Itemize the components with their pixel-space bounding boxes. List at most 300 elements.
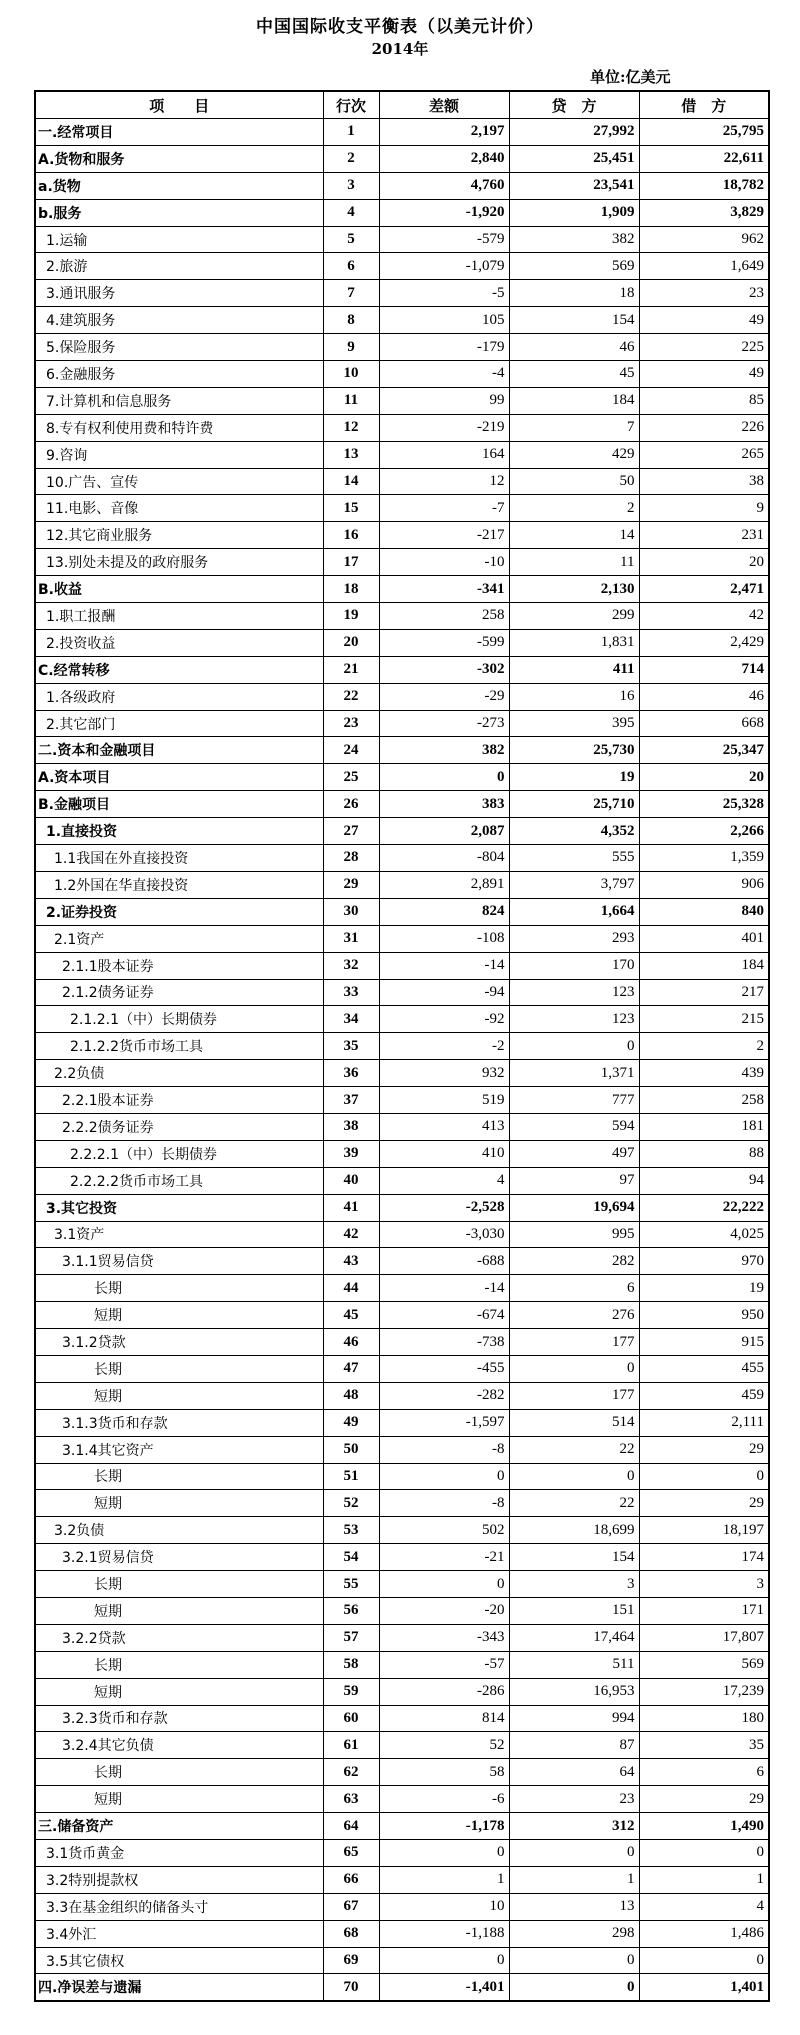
row-item-label: 长期: [35, 1651, 323, 1678]
row-item-label: 3.1.1贸易信贷: [35, 1248, 323, 1275]
row-item-label: 2.1.2.1（中）长期债券: [35, 1006, 323, 1033]
row-item-label: 9.咨询: [35, 441, 323, 468]
row-item-label: b.服务: [35, 199, 323, 226]
header-credit: 贷 方: [509, 91, 639, 119]
row-debit-value: 915: [639, 1329, 769, 1356]
row-line-number: 1: [323, 119, 379, 146]
row-credit-value: 2,130: [509, 576, 639, 603]
row-credit-value: 23,541: [509, 172, 639, 199]
row-debit-value: 19: [639, 1275, 769, 1302]
row-credit-value: 0: [509, 1947, 639, 1974]
row-item-label: 2.1.1股本证券: [35, 952, 323, 979]
row-debit-value: 25,328: [639, 791, 769, 818]
table-row: [35, 1732, 769, 1759]
row-debit-value: 215: [639, 1006, 769, 1033]
row-debit-value: 950: [639, 1302, 769, 1329]
row-item-label: 短期: [35, 1382, 323, 1409]
row-line-number: 25: [323, 764, 379, 791]
row-debit-value: 1,359: [639, 845, 769, 872]
row-item-label: A.资本项目: [35, 764, 323, 791]
row-balance-value: -6: [379, 1786, 509, 1813]
row-debit-value: 42: [639, 603, 769, 630]
row-debit-value: 714: [639, 656, 769, 683]
row-debit-value: 2: [639, 1033, 769, 1060]
row-line-number: 2: [323, 145, 379, 172]
row-credit-value: 514: [509, 1409, 639, 1436]
row-line-number: 32: [323, 952, 379, 979]
row-item-label: 2.其它部门: [35, 710, 323, 737]
table-row: [35, 925, 769, 952]
row-credit-value: 1,909: [509, 199, 639, 226]
table-row: [35, 468, 769, 495]
row-item-label: a.货物: [35, 172, 323, 199]
row-line-number: 27: [323, 818, 379, 845]
row-item-label: 4.建筑服务: [35, 307, 323, 334]
row-balance-value: 0: [379, 1947, 509, 1974]
table-row: [35, 898, 769, 925]
row-balance-value: 4,760: [379, 172, 509, 199]
row-item-label: 3.其它投资: [35, 1194, 323, 1221]
row-balance-value: 1: [379, 1866, 509, 1893]
table-row: [35, 1571, 769, 1598]
row-item-label: 2.1.2.2货币市场工具: [35, 1033, 323, 1060]
row-debit-value: 9: [639, 495, 769, 522]
row-debit-value: 29: [639, 1786, 769, 1813]
row-item-label: 3.2.3货币和存款: [35, 1705, 323, 1732]
row-balance-value: 383: [379, 791, 509, 818]
row-balance-value: 2,840: [379, 145, 509, 172]
row-credit-value: 312: [509, 1813, 639, 1840]
row-balance-value: -273: [379, 710, 509, 737]
row-debit-value: 840: [639, 898, 769, 925]
row-item-label: 8.专有权利使用费和特许费: [35, 414, 323, 441]
row-credit-value: 0: [509, 1840, 639, 1867]
table-row: [35, 199, 769, 226]
row-item-label: 长期: [35, 1275, 323, 1302]
row-balance-value: -2: [379, 1033, 509, 1060]
row-line-number: 17: [323, 549, 379, 576]
row-credit-value: 282: [509, 1248, 639, 1275]
row-item-label: 长期: [35, 1571, 323, 1598]
row-balance-value: -738: [379, 1329, 509, 1356]
row-credit-value: 11: [509, 549, 639, 576]
row-credit-value: 17,464: [509, 1624, 639, 1651]
row-credit-value: 3: [509, 1571, 639, 1598]
row-item-label: 3.2负债: [35, 1517, 323, 1544]
row-balance-value: -1,178: [379, 1813, 509, 1840]
row-debit-value: 35: [639, 1732, 769, 1759]
table-row: [35, 1006, 769, 1033]
row-line-number: 9: [323, 334, 379, 361]
row-debit-value: 181: [639, 1113, 769, 1140]
page-subtitle-year: 2014年: [371, 40, 429, 58]
table-row: [35, 1813, 769, 1840]
table-row: [35, 1060, 769, 1087]
table-row: [35, 334, 769, 361]
row-line-number: 43: [323, 1248, 379, 1275]
table-row: [35, 226, 769, 253]
table-row: [35, 1167, 769, 1194]
row-balance-value: -599: [379, 629, 509, 656]
row-item-label: 2.2.2.2货币市场工具: [35, 1167, 323, 1194]
row-line-number: 53: [323, 1517, 379, 1544]
row-line-number: 59: [323, 1678, 379, 1705]
row-balance-value: 519: [379, 1087, 509, 1114]
row-debit-value: 20: [639, 764, 769, 791]
row-debit-value: 970: [639, 1248, 769, 1275]
table-row: [35, 549, 769, 576]
row-credit-value: 19,694: [509, 1194, 639, 1221]
row-line-number: 50: [323, 1436, 379, 1463]
row-balance-value: -10: [379, 549, 509, 576]
row-credit-value: 25,451: [509, 145, 639, 172]
row-line-number: 13: [323, 441, 379, 468]
row-line-number: 15: [323, 495, 379, 522]
row-debit-value: 962: [639, 226, 769, 253]
row-credit-value: 6: [509, 1275, 639, 1302]
table-row: [35, 1597, 769, 1624]
table-row: [35, 871, 769, 898]
row-balance-value: -94: [379, 979, 509, 1006]
row-credit-value: 298: [509, 1920, 639, 1947]
row-line-number: 67: [323, 1893, 379, 1920]
balance-of-payments-table: [34, 90, 770, 2002]
row-balance-value: 0: [379, 1571, 509, 1598]
row-balance-value: -21: [379, 1544, 509, 1571]
row-debit-value: 225: [639, 334, 769, 361]
row-debit-value: 17,807: [639, 1624, 769, 1651]
row-credit-value: 7: [509, 414, 639, 441]
table-row: [35, 1248, 769, 1275]
row-balance-value: -29: [379, 683, 509, 710]
row-credit-value: 18,699: [509, 1517, 639, 1544]
row-debit-value: 1,486: [639, 1920, 769, 1947]
row-item-label: 二.资本和金融项目: [35, 737, 323, 764]
row-balance-value: 4: [379, 1167, 509, 1194]
row-balance-value: 164: [379, 441, 509, 468]
table-row: [35, 1651, 769, 1678]
table-row: [35, 119, 769, 146]
row-credit-value: 1,664: [509, 898, 639, 925]
row-balance-value: -20: [379, 1597, 509, 1624]
row-debit-value: 18,782: [639, 172, 769, 199]
row-balance-value: -343: [379, 1624, 509, 1651]
row-credit-value: 555: [509, 845, 639, 872]
row-credit-value: 151: [509, 1597, 639, 1624]
row-item-label: 三.储备资产: [35, 1813, 323, 1840]
row-credit-value: 2: [509, 495, 639, 522]
table-row: [35, 629, 769, 656]
row-balance-value: -1,188: [379, 1920, 509, 1947]
row-line-number: 57: [323, 1624, 379, 1651]
table-row: [35, 1490, 769, 1517]
row-credit-value: 1,371: [509, 1060, 639, 1087]
table-row: [35, 764, 769, 791]
table-row: [35, 1302, 769, 1329]
row-item-label: 11.电影、音像: [35, 495, 323, 522]
row-item-label: 1.运输: [35, 226, 323, 253]
row-debit-value: 46: [639, 683, 769, 710]
table-row: [35, 576, 769, 603]
row-line-number: 8: [323, 307, 379, 334]
table-row: [35, 172, 769, 199]
row-debit-value: 401: [639, 925, 769, 952]
row-debit-value: 22,222: [639, 1194, 769, 1221]
row-balance-value: -8: [379, 1436, 509, 1463]
row-item-label: 短期: [35, 1597, 323, 1624]
row-item-label: 1.1我国在外直接投资: [35, 845, 323, 872]
header-item: 项 目: [35, 91, 323, 119]
row-debit-value: 1: [639, 1866, 769, 1893]
table-row: [35, 1705, 769, 1732]
table-row: [35, 952, 769, 979]
row-debit-value: 0: [639, 1840, 769, 1867]
table-row: [35, 1087, 769, 1114]
row-debit-value: 0: [639, 1947, 769, 1974]
row-line-number: 7: [323, 280, 379, 307]
row-balance-value: -108: [379, 925, 509, 952]
row-debit-value: 3,829: [639, 199, 769, 226]
row-credit-value: 293: [509, 925, 639, 952]
table-row: [35, 1382, 769, 1409]
row-line-number: 6: [323, 253, 379, 280]
row-balance-value: -1,597: [379, 1409, 509, 1436]
row-item-label: 1.各级政府: [35, 683, 323, 710]
row-line-number: 33: [323, 979, 379, 1006]
table-row: [35, 845, 769, 872]
row-debit-value: 29: [639, 1436, 769, 1463]
row-item-label: 长期: [35, 1759, 323, 1786]
row-item-label: 1.职工报酬: [35, 603, 323, 630]
table-row: [35, 253, 769, 280]
row-item-label: 2.投资收益: [35, 629, 323, 656]
row-debit-value: 3: [639, 1571, 769, 1598]
row-balance-value: 932: [379, 1060, 509, 1087]
row-credit-value: 177: [509, 1382, 639, 1409]
row-balance-value: 413: [379, 1113, 509, 1140]
row-item-label: 短期: [35, 1490, 323, 1517]
row-balance-value: -579: [379, 226, 509, 253]
row-balance-value: -688: [379, 1248, 509, 1275]
table-row: [35, 1920, 769, 1947]
row-item-label: 12.其它商业服务: [35, 522, 323, 549]
row-debit-value: 18,197: [639, 1517, 769, 1544]
row-balance-value: 0: [379, 1840, 509, 1867]
row-item-label: 长期: [35, 1355, 323, 1382]
row-credit-value: 1,831: [509, 629, 639, 656]
row-item-label: 5.保险服务: [35, 334, 323, 361]
row-item-label: B.收益: [35, 576, 323, 603]
row-item-label: 6.金融服务: [35, 361, 323, 388]
row-credit-value: 19: [509, 764, 639, 791]
row-line-number: 70: [323, 1974, 379, 2001]
row-item-label: 3.2.1贸易信贷: [35, 1544, 323, 1571]
table-row: [35, 737, 769, 764]
header-row: [35, 91, 769, 119]
row-debit-value: 226: [639, 414, 769, 441]
row-debit-value: 49: [639, 307, 769, 334]
row-line-number: 20: [323, 629, 379, 656]
table-row: [35, 1624, 769, 1651]
row-item-label: 长期: [35, 1463, 323, 1490]
row-credit-value: 1: [509, 1866, 639, 1893]
row-debit-value: 4,025: [639, 1221, 769, 1248]
row-line-number: 65: [323, 1840, 379, 1867]
row-line-number: 14: [323, 468, 379, 495]
row-item-label: 2.1资产: [35, 925, 323, 952]
row-balance-value: -5: [379, 280, 509, 307]
row-line-number: 38: [323, 1113, 379, 1140]
row-credit-value: 276: [509, 1302, 639, 1329]
row-balance-value: 105: [379, 307, 509, 334]
row-line-number: 35: [323, 1033, 379, 1060]
row-line-number: 42: [323, 1221, 379, 1248]
row-credit-value: 16: [509, 683, 639, 710]
row-item-label: 2.2负债: [35, 1060, 323, 1087]
row-credit-value: 184: [509, 387, 639, 414]
table-row: [35, 1033, 769, 1060]
row-credit-value: 64: [509, 1759, 639, 1786]
row-credit-value: 299: [509, 603, 639, 630]
row-balance-value: -804: [379, 845, 509, 872]
row-balance-value: -7: [379, 495, 509, 522]
row-credit-value: 177: [509, 1329, 639, 1356]
table-row: [35, 307, 769, 334]
row-line-number: 56: [323, 1597, 379, 1624]
row-balance-value: 52: [379, 1732, 509, 1759]
row-credit-value: 511: [509, 1651, 639, 1678]
row-credit-value: 382: [509, 226, 639, 253]
row-balance-value: 99: [379, 387, 509, 414]
row-line-number: 24: [323, 737, 379, 764]
row-credit-value: 16,953: [509, 1678, 639, 1705]
row-item-label: 3.1.2贷款: [35, 1329, 323, 1356]
row-line-number: 39: [323, 1140, 379, 1167]
row-item-label: 13.别处未提及的政府服务: [35, 549, 323, 576]
table-row: [35, 495, 769, 522]
row-debit-value: 2,111: [639, 1409, 769, 1436]
row-balance-value: -14: [379, 952, 509, 979]
row-credit-value: 995: [509, 1221, 639, 1248]
row-debit-value: 1,490: [639, 1813, 769, 1840]
row-debit-value: 217: [639, 979, 769, 1006]
table-row: [35, 683, 769, 710]
row-credit-value: 22: [509, 1490, 639, 1517]
row-item-label: 短期: [35, 1678, 323, 1705]
row-balance-value: -2,528: [379, 1194, 509, 1221]
row-balance-value: -57: [379, 1651, 509, 1678]
row-debit-value: 94: [639, 1167, 769, 1194]
row-debit-value: 439: [639, 1060, 769, 1087]
row-balance-value: 58: [379, 1759, 509, 1786]
row-credit-value: 154: [509, 1544, 639, 1571]
table-row: [35, 522, 769, 549]
row-credit-value: 594: [509, 1113, 639, 1140]
row-balance-value: -217: [379, 522, 509, 549]
row-debit-value: 20: [639, 549, 769, 576]
row-item-label: 3.1货币黄金: [35, 1840, 323, 1867]
row-item-label: 2.2.2.1（中）长期债券: [35, 1140, 323, 1167]
row-line-number: 54: [323, 1544, 379, 1571]
row-credit-value: 569: [509, 253, 639, 280]
row-credit-value: 50: [509, 468, 639, 495]
table-header: [35, 91, 769, 119]
row-credit-value: 395: [509, 710, 639, 737]
table-row: [35, 1113, 769, 1140]
row-item-label: 3.2.2贷款: [35, 1624, 323, 1651]
table-row: [35, 603, 769, 630]
table-row: [35, 1275, 769, 1302]
row-item-label: 短期: [35, 1302, 323, 1329]
table-row: [35, 1759, 769, 1786]
row-balance-value: -286: [379, 1678, 509, 1705]
row-line-number: 49: [323, 1409, 379, 1436]
table-body: [35, 119, 769, 2002]
table-row: [35, 145, 769, 172]
row-line-number: 51: [323, 1463, 379, 1490]
row-credit-value: 18: [509, 280, 639, 307]
table-row: [35, 414, 769, 441]
row-item-label: 2.旅游: [35, 253, 323, 280]
row-debit-value: 38: [639, 468, 769, 495]
row-credit-value: 46: [509, 334, 639, 361]
row-credit-value: 0: [509, 1033, 639, 1060]
row-debit-value: 2,471: [639, 576, 769, 603]
row-credit-value: 411: [509, 656, 639, 683]
row-balance-value: -4: [379, 361, 509, 388]
table-row: [35, 1866, 769, 1893]
row-balance-value: -1,401: [379, 1974, 509, 2001]
row-balance-value: 382: [379, 737, 509, 764]
row-balance-value: -219: [379, 414, 509, 441]
table-row: [35, 818, 769, 845]
row-debit-value: 258: [639, 1087, 769, 1114]
row-credit-value: 0: [509, 1355, 639, 1382]
row-debit-value: 184: [639, 952, 769, 979]
row-credit-value: 123: [509, 1006, 639, 1033]
row-balance-value: -455: [379, 1355, 509, 1382]
table-row: [35, 1409, 769, 1436]
row-debit-value: 455: [639, 1355, 769, 1382]
row-balance-value: -674: [379, 1302, 509, 1329]
row-line-number: 44: [323, 1275, 379, 1302]
row-item-label: 2.2.1股本证券: [35, 1087, 323, 1114]
row-item-label: 7.计算机和信息服务: [35, 387, 323, 414]
row-line-number: 36: [323, 1060, 379, 1087]
table-row: [35, 979, 769, 1006]
row-credit-value: 27,992: [509, 119, 639, 146]
row-line-number: 29: [323, 871, 379, 898]
row-line-number: 52: [323, 1490, 379, 1517]
row-credit-value: 45: [509, 361, 639, 388]
table-row: [35, 1436, 769, 1463]
table-row: [35, 791, 769, 818]
row-balance-value: -1,079: [379, 253, 509, 280]
header-debit: 借 方: [639, 91, 769, 119]
row-debit-value: 17,239: [639, 1678, 769, 1705]
row-balance-value: 258: [379, 603, 509, 630]
row-line-number: 23: [323, 710, 379, 737]
row-item-label: 四.净误差与遗漏: [35, 1974, 323, 2001]
row-line-number: 12: [323, 414, 379, 441]
row-debit-value: 1,649: [639, 253, 769, 280]
row-line-number: 55: [323, 1571, 379, 1598]
table-row: [35, 1140, 769, 1167]
row-debit-value: 6: [639, 1759, 769, 1786]
row-line-number: 37: [323, 1087, 379, 1114]
row-line-number: 45: [323, 1302, 379, 1329]
row-credit-value: 0: [509, 1463, 639, 1490]
